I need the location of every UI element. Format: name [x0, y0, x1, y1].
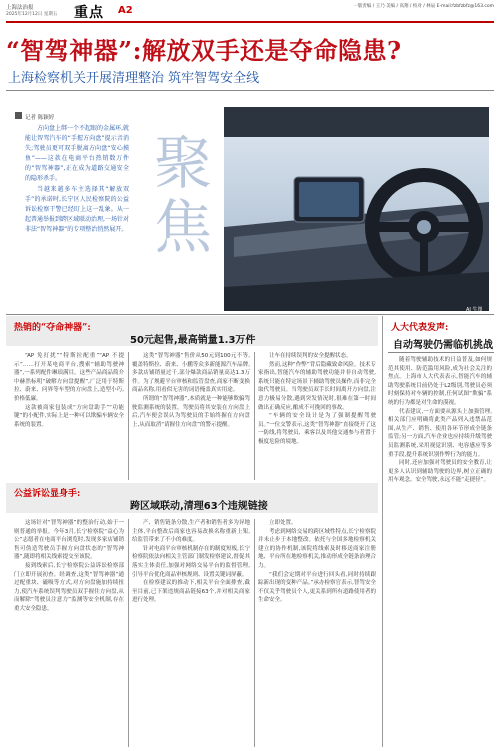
headline: “智驾神器”:解放双手还是夺命隐患? [6, 36, 402, 65]
column-divider [128, 519, 129, 747]
paragraph: 然而,这种“作弊”背后隐藏致命风险。技术专家指出,智能汽车的辅助驾驶功能并非自动驾驶,系统只能在特定场景下辅助驾驶员操作,而非完全取代驾驶员。当驾驶员双手长时间离开方向盘,注意力极易分散,遇到突发情况时,很难在第一时间做出正确反应,酿成不可挽回的事故。 [258, 361, 376, 411]
article-column [132, 519, 250, 747]
subheadline: 上海检察机关开展清理整治 筑牢智驾安全线 [8, 71, 260, 86]
article-column [14, 352, 124, 480]
sidebar-title: 人大代表发声: [391, 323, 449, 333]
column-divider [254, 519, 255, 747]
paragraph: 同时,还应加强对驾驶员的安全教育,让更多人认识到辅助驾驶的边界,树立正确的用车观念。安全驾驶,永远不能“走捷径”。 [388, 460, 492, 484]
paragraph: “我们会定期对平台进行回头看,同时持续跟踪新出现的变种产品。”承办检察官表示,智驾安全不仅关乎驾驶员个人,更关系到所有道路使用者的生命安全。 [258, 571, 376, 604]
decorative-character: 聚 [153, 129, 212, 197]
sidebar-divider [382, 316, 383, 747]
paragraph: 产、销售链条分散,生产者和销售者多为异地主体,平台整改后商家也容易改换名称重新上架,给监管带来了不小的难度。 [132, 520, 250, 544]
divider [6, 90, 494, 91]
issue-date: 2025年12月12日 星期五 [6, 12, 58, 17]
paragraph: 代表建议,一方面要从源头上加强管理,相关部门应明确将此类产品列入违禁品范围,从生产、销售、使用各环节形成全链条监管;另一方面,汽车企业也应持续升级驾驶员监测系统,采用视觉识别、电容感应等多重手段,提升系统识别作弊行为的能力。 [388, 408, 492, 458]
paragraph: 所谓的“智驾神器”,本质就是一种能够欺骗驾驶监测系统的装置。驾驶员将其安装在方向盘上后,汽车便会误认为驾驶员的手始终握在方向盘上,从而取消“请握住方向盘”的警示提醒。 [132, 395, 250, 428]
section-title: 公益诉讼显身手: [14, 489, 81, 499]
sidebar-column [388, 356, 492, 747]
paragraph: 这场针对“智驾神器”的整治行动,始于一则普通的举报。今年3月,长宁检察院“益心为公”志愿者在电商平台浏览时,发现多家店铺销售可伪造驾驶员手握方向盘状态的“智驾神器”,随即将相关线索提交至该院。 [14, 520, 124, 561]
car-interior-image [224, 107, 489, 311]
paragraph: 在检察建议的推动下,相关平台全面排查,截至目前,已下架违规商品链接63个,并对相关商家进行处理。 [132, 580, 250, 604]
paragraph: 针对电商平台审核机制存在的制度短板,长宁检察院依法向相关主管部门制发检察建议,督促其落实主体责任,加强对网络交易平台的监督管理,引导平台优化商品审核规则、设置关键词屏蔽。 [132, 545, 250, 578]
article-column [258, 519, 376, 747]
page-number: A2 [118, 5, 133, 16]
decorative-character: 焦 [153, 193, 212, 261]
masthead-rule [6, 21, 494, 23]
section-subtitle: 50元起售,最高销量1.3万件 [130, 335, 256, 346]
photo-credit: AI 生图 [466, 307, 483, 313]
intro-text [25, 124, 129, 236]
section-subtitle: 跨区域联动,清理63个违规链接 [130, 501, 268, 512]
divider [6, 314, 494, 315]
paragraph: 考虑到网络交易的跨区域性特点,长宁检察院并未止步于本地整改。依托与全国多地检察机关建立的协作机制,该院将线索及时移送商家注册地、平台所在地检察机关,推动形成全链条治理合力。 [258, 528, 376, 569]
car-interior-illustration [224, 107, 489, 311]
section-label: 重点 [74, 5, 104, 21]
paragraph: 这类“智驾神器”售价从50元到100元不等,覆盖特斯拉、蔚来、小鹏等众多新能源汽车品牌,多款店铺销量过千,部分爆款商品销量高达1.3万件。为了规避平台审核和监管盘查,商家不断变换商品名称,用看似无害的词语掩盖真实用途。 [132, 353, 250, 394]
paragraph: “AP 免打扰”“特斯拉配重”“AP 不提示”……打开某电商平台,搜索“辅助驾驶神器”,一系列配件琳琅满目。这些产品商品简介中赫然标明“破解方向盘提醒”,广泛用于特斯拉、蔚来、问界等车型的方向盘上,造型小巧,价格低廉。 [14, 353, 124, 402]
article-column [258, 352, 376, 480]
paragraph: 这款被商家包装成“方向盘助手”“功能键”的小配件,实际上是一种可以欺骗车辆安全系统的装置。 [14, 404, 124, 428]
intro-paragraph: 当越来越多车主选择其“解放双手”的承诺时,长宁区人民检察院的公益诉讼检察干警已经盯上这一乱象。从一起普通举报到跨区域联动治理,一场针对非法“智驾神器”的专项整治悄然展开。 [25, 186, 129, 233]
newspaper-name: 上海法治报 [6, 5, 34, 11]
article-column [14, 519, 124, 747]
byline-marker [15, 112, 22, 119]
paragraph: 接到线索后,长宁检察院公益诉讼检察部门立即开展初查。经调查,这类“智驾神器”通过配重块、磁吸等方式,对方向盘施加持续扭力,使汽车系统误判驾驶员双手握住方向盘,从而解除“驾驶员注意力”监测等安全机制,存在重大安全隐患。 [14, 562, 124, 612]
paragraph: 让车在持续误判的安全提醒状态。 [269, 353, 352, 359]
editor-credits: 一版责编 / 王乃 美编 / 高翔 / 校对 / 林辰 E-mail:fzbfzbfz@163.com [353, 4, 494, 9]
article-column [132, 352, 250, 480]
section-title: 热销的“夺命神器”: [14, 323, 91, 333]
column-divider [128, 352, 129, 480]
intro-paragraph: 方向盘上绑一个不起眼的金属环,就能让智驾汽车的“手握方向盘”提示音消失;驾驶员更可双手脱离方向盘“安心摸鱼”——这款在电商平台热销数万件的“智驾神器”,正在成为道路交通安全的隐形杀手。 [25, 125, 129, 182]
column-divider [254, 352, 255, 480]
byline: 记者 陈颖婷 [25, 115, 55, 121]
paragraph: 立即处置。 [269, 520, 297, 526]
sidebar-subtitle: 自动驾驶仍需临机挑战 [393, 340, 493, 351]
divider [388, 352, 494, 353]
paragraph: 随着驾驶辅助技术的日益普及,如何规范其使用、防范滥用风险,成为社会关注的焦点。上海市人大代表表示,智能汽车的辅助驾驶系统目前仍处于L2级别,驾驶员必须时刻保持对车辆的控制,任何试图“欺骗”系统的行为都是对生命的漠视。 [388, 357, 492, 406]
paragraph: “车辆的安全设计是为了强制提醒驾驶员。”一位交警表示,这类“智驾神器”直接绕开了这一防线,将驾驶员、乘客以及其他交通参与者置于极度危险的境地。 [258, 413, 376, 445]
